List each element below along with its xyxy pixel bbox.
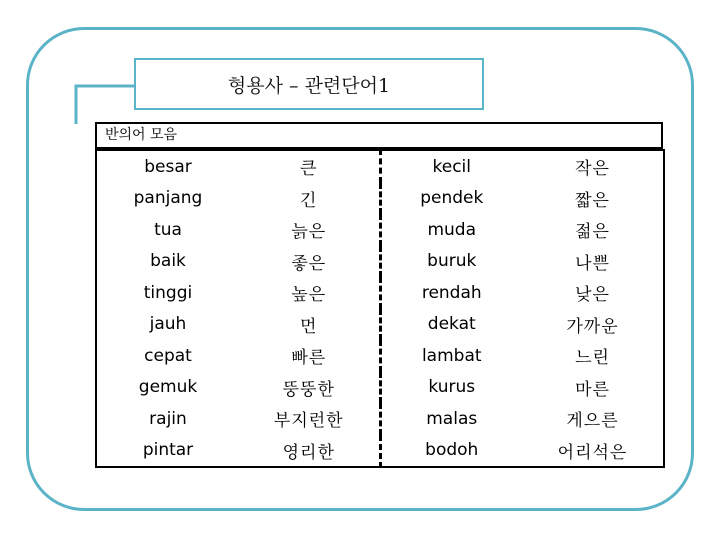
korean-antonym: 가까운 <box>566 316 619 337</box>
table-row <box>96 214 664 246</box>
indonesian-antonym: kecil <box>380 150 522 183</box>
indonesian-antonym: pendek <box>380 183 522 215</box>
indonesian-antonym: rendah <box>380 277 522 309</box>
korean-antonym: 마른 <box>575 379 610 400</box>
antonym-table-body <box>96 150 664 467</box>
indonesian-word: jauh <box>149 314 187 335</box>
korean-word: 뚱뚱한 <box>282 379 335 400</box>
korean-antonym: 느린 <box>575 348 610 369</box>
indonesian-antonym: bodoh <box>380 435 522 468</box>
korean-word: 긴 <box>300 190 318 211</box>
table-row <box>96 246 664 278</box>
korean-antonym: 게으른 <box>566 411 619 432</box>
korean-word: 영리한 <box>282 442 335 463</box>
korean-antonym: 작은 <box>575 159 610 180</box>
korean-word: 먼 <box>300 316 318 337</box>
indonesian-antonym: dekat <box>380 309 522 341</box>
title-connector <box>74 84 134 124</box>
korean-antonym: 나쁜 <box>575 253 610 274</box>
korean-antonym: 젊은 <box>575 222 610 243</box>
table-row <box>96 435 664 468</box>
korean-word: 부지런한 <box>273 411 344 432</box>
korean-word: 빠른 <box>291 348 327 369</box>
table-row <box>96 403 664 435</box>
antonym-table <box>95 149 665 468</box>
table-row <box>96 277 664 309</box>
korean-word: 늙은 <box>291 222 327 243</box>
indonesian-antonym: buruk <box>380 246 522 278</box>
korean-antonym: 어리석은 <box>557 442 628 463</box>
indonesian-word: besar <box>144 156 192 177</box>
page-title: 형용사 – 관련단어1 <box>134 58 484 110</box>
indonesian-word: tua <box>154 219 182 240</box>
indonesian-word: cepat <box>144 345 192 366</box>
table-row <box>96 309 664 341</box>
korean-antonym: 낮은 <box>575 285 610 306</box>
indonesian-antonym: muda <box>380 214 522 246</box>
korean-antonym: 짧은 <box>575 190 610 211</box>
korean-word: 큰 <box>300 159 318 180</box>
table-row <box>96 183 664 215</box>
indonesian-word: panjang <box>133 188 203 209</box>
indonesian-antonym: malas <box>380 403 522 435</box>
table-row <box>96 340 664 372</box>
indonesian-antonym: lambat <box>380 340 522 372</box>
indonesian-word: rajin <box>149 408 187 429</box>
table-row <box>96 372 664 404</box>
table-caption: 반의어 모음 <box>95 122 663 149</box>
korean-word: 좋은 <box>291 253 327 274</box>
indonesian-antonym: kurus <box>380 372 522 404</box>
indonesian-word: pintar <box>142 440 194 461</box>
korean-word: 높은 <box>291 285 327 306</box>
indonesian-word: baik <box>150 251 186 272</box>
indonesian-word: gemuk <box>138 377 198 398</box>
table-row <box>96 150 664 183</box>
indonesian-word: tinggi <box>143 282 193 303</box>
